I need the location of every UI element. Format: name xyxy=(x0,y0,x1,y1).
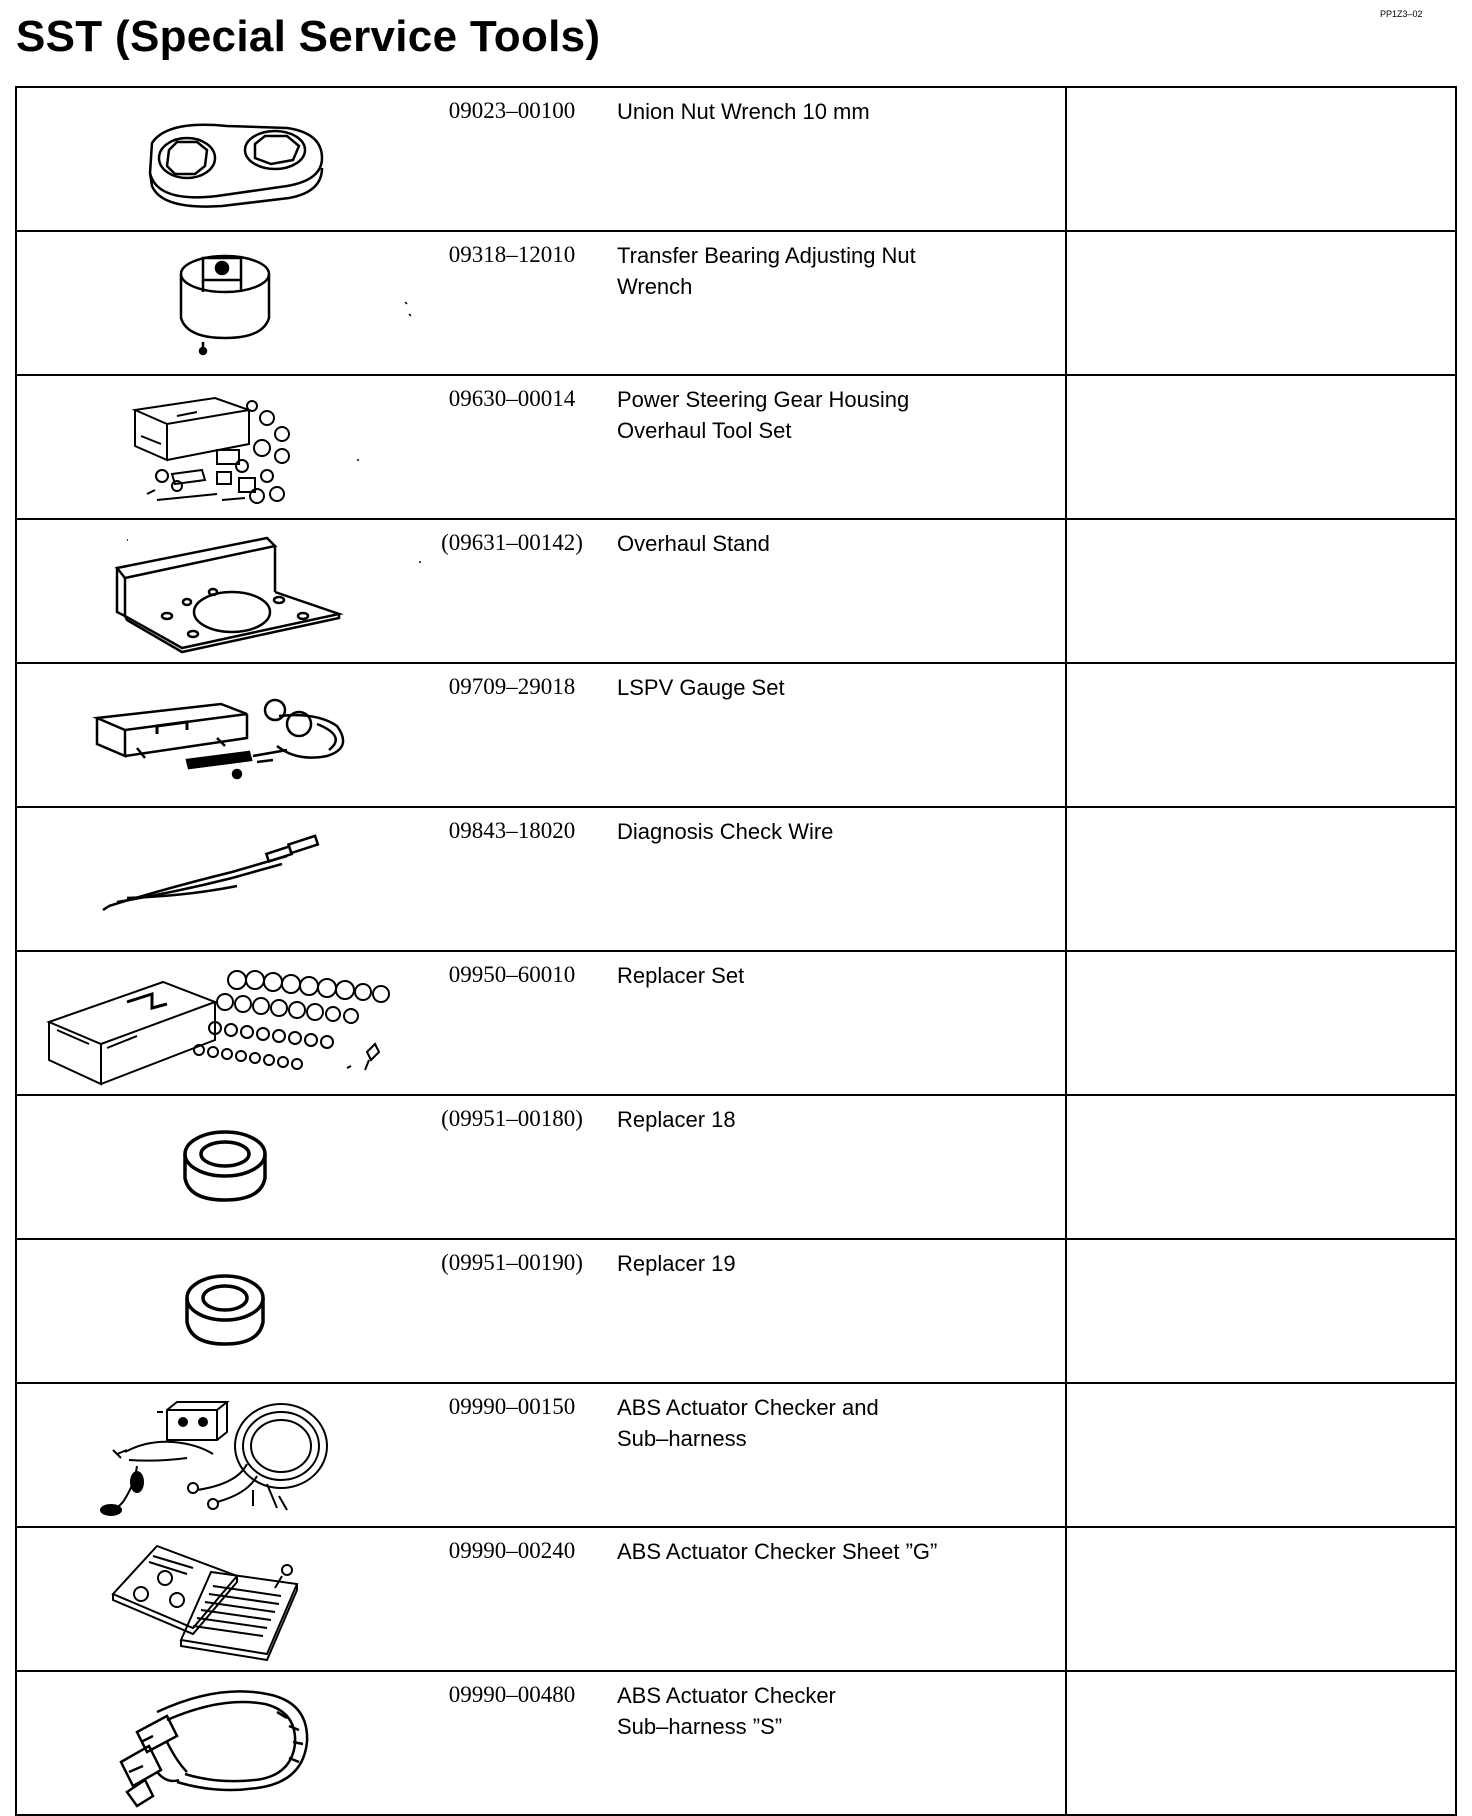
notes-cell xyxy=(1066,1671,1456,1815)
tool-set-case-icon xyxy=(17,376,437,520)
sub-harness-icon xyxy=(17,1672,437,1816)
tool-name: Transfer Bearing Adjusting Nut Wrench xyxy=(617,243,916,299)
notes-cell xyxy=(1066,951,1456,1095)
replacer-ring-icon xyxy=(17,1096,437,1240)
union-nut-wrench-icon xyxy=(17,88,437,232)
replacer-ring-icon xyxy=(17,1240,437,1384)
part-number: 09990–00480 xyxy=(448,1682,576,1707)
gauge-set-icon xyxy=(17,664,437,808)
table-row xyxy=(16,663,1456,807)
tool-name: ABS Actuator Checker Sheet ”G” xyxy=(617,1539,938,1564)
table-row xyxy=(16,1095,1456,1239)
tool-name: Power Steering Gear Housing Overhaul Tool Set xyxy=(617,387,910,443)
table-row xyxy=(16,1383,1456,1527)
sst-table xyxy=(15,86,1457,1816)
notes-cell xyxy=(1066,807,1456,951)
table-row xyxy=(16,231,1456,375)
page-code: PP1Z3–02 xyxy=(1380,9,1423,19)
checker-sheet-icon xyxy=(17,1528,437,1672)
notes-cell xyxy=(1066,231,1456,375)
notes-cell xyxy=(1066,1527,1456,1671)
part-number: 09950–60010 xyxy=(448,962,576,987)
table-row xyxy=(16,1671,1456,1815)
check-wire-icon xyxy=(17,808,437,952)
tool-name: Overhaul Stand xyxy=(617,531,770,556)
part-number: 09990–00150 xyxy=(448,1394,576,1419)
tool-name: Replacer Set xyxy=(617,963,745,988)
notes-cell xyxy=(1066,87,1456,231)
notes-cell xyxy=(1066,1095,1456,1239)
part-number: (09631–00142) xyxy=(441,530,583,555)
overhaul-stand-icon xyxy=(17,520,437,664)
table-row xyxy=(16,951,1456,1095)
part-number: 09630–00014 xyxy=(448,386,576,411)
notes-cell xyxy=(1066,519,1456,663)
tool-name: Replacer 19 xyxy=(617,1251,736,1276)
tool-name: LSPV Gauge Set xyxy=(617,675,785,700)
part-number: 09709–29018 xyxy=(448,674,576,699)
bearing-nut-wrench-icon xyxy=(17,232,437,376)
table-row xyxy=(16,375,1456,519)
part-number: (09951–00190) xyxy=(441,1250,583,1275)
tool-name: ABS Actuator Checker Sub–harness ”S” xyxy=(617,1683,836,1739)
tool-name: Diagnosis Check Wire xyxy=(617,819,834,844)
tool-name: ABS Actuator Checker and Sub–harness xyxy=(617,1395,879,1451)
part-number: 09843–18020 xyxy=(448,818,576,843)
table-row xyxy=(16,87,1456,231)
replacer-set-icon xyxy=(17,952,437,1096)
notes-cell xyxy=(1066,375,1456,519)
table-row xyxy=(16,807,1456,951)
page-title: SST (Special Service Tools) xyxy=(16,12,601,61)
table-row xyxy=(16,1527,1456,1671)
tool-name: Replacer 18 xyxy=(617,1107,736,1132)
table-row xyxy=(16,519,1456,663)
part-number: 09318–12010 xyxy=(448,242,576,267)
notes-cell xyxy=(1066,1383,1456,1527)
tool-name: Union Nut Wrench 10 mm xyxy=(617,99,870,124)
checker-harness-icon xyxy=(17,1384,437,1528)
notes-cell xyxy=(1066,663,1456,807)
table-row xyxy=(16,1239,1456,1383)
notes-cell xyxy=(1066,1239,1456,1383)
part-number: 09023–00100 xyxy=(448,98,576,123)
part-number: 09990–00240 xyxy=(448,1538,576,1563)
part-number: (09951–00180) xyxy=(441,1106,583,1131)
